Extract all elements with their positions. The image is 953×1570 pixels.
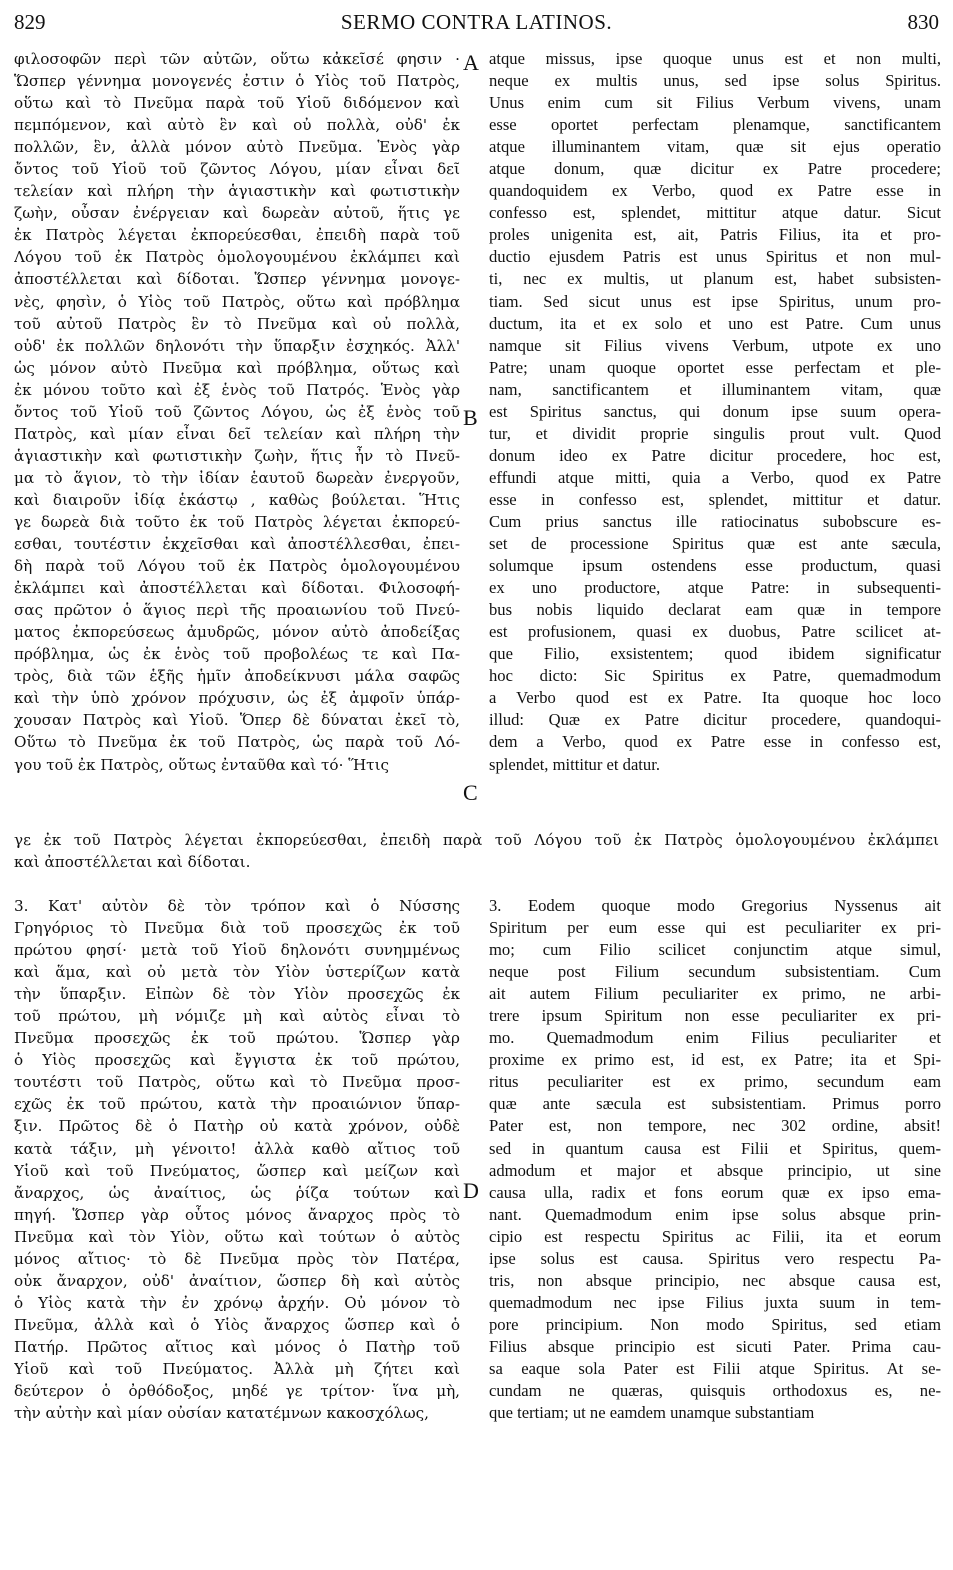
latin-text-line: Patre; unam quoque oportet esse perfectam et ple- — [489, 357, 941, 377]
greek-text-line: καὶ διαιροῦν ἰδίᾳ ἑκάστῳ , καθὼς βούλεται. Ἥτις — [14, 490, 460, 509]
greek-text-line: τὴν ὕπαρξιν. Εἰπὼν δὲ τὸν Υἱὸν προσεχῶς ἐκ — [14, 985, 460, 1004]
greek-text-line: ὁ Υἱὸς προσεχῶς καὶ ἔγγιστα ἐκ τοῦ πρώτου, — [14, 1051, 460, 1070]
latin-text-line: cundam ne quæras, quisquis orthodoxus es, ne- — [489, 1381, 941, 1401]
greek-text-line: Πνεῦμα, ἀλλὰ καὶ ὁ Υἱὸς ἄναρχος ὥσπερ καὶ ὁ — [14, 1315, 460, 1334]
greek-text-line: πηγή. Ὥσπερ γὰρ οὗτος μόνος ἄναρχος πρὸς τὸ — [14, 1205, 460, 1224]
greek-text-line: Πατήρ. Πρῶτος αἴτιος καὶ μόνος ὁ Πατὴρ τοῦ — [14, 1337, 460, 1356]
greek-text-line: δὴ παρὰ τοῦ Λόγου τοῦ ἐκ Πατρὸς ὁμολογουμένου — [14, 557, 460, 576]
latin-text-line: tur, et dividit proprie singulis prout vult. Quod — [489, 423, 941, 443]
greek-column-bottom — [14, 895, 460, 1424]
latin-text-line: a Verbo quod est ex Patre. Ita quoque hoc loco — [489, 688, 941, 708]
latin-text-line: Unus enim cum sit Filius Verbum vivens, unam — [489, 93, 941, 113]
greek-text-line: ἄναρχος, ὡς ἀναίτιος, ὡς ῥίζα τούτων καὶ — [14, 1183, 460, 1202]
greek-text-line: Ὥσπερ γέννημα μονογενές ἐστιν ὁ Υἱὸς τοῦ Πατρὸς, — [14, 72, 460, 91]
greek-text-line: ματος ἐκπορεύσεως ἀμυδρῶς, μόνον αὐτὸ ἀποδείξας — [14, 623, 460, 642]
latin-text-line: effundi atque mitti, quia a Verbo, quod ex Patre — [489, 467, 941, 487]
greek-text-line: τουτέστι τοῦ Πατρὸς, οὕτω καὶ τὸ Πνεῦμα προσ- — [14, 1073, 460, 1092]
greek-text-line: ξιν. Πρῶτος δὲ ὁ Πατὴρ οὐ κατὰ χρόνον, οὐδὲ — [14, 1117, 460, 1136]
margin-marker-a: A — [463, 50, 479, 75]
greek-text-line: Υἱοῦ καὶ τοῦ Πνεύματος, ὥσπερ καὶ μείζων καὶ — [14, 1161, 460, 1180]
latin-text-line: causa ulla, radix et fons eorum quæ ex ipso ema- — [489, 1182, 941, 1202]
greek-text-line: μόνος αἴτιος· τὸ δὲ Πνεῦμα πρὸς τὸν Πατέρα, — [14, 1249, 460, 1268]
greek-text-line: εχῶς ἐκ τοῦ πρώτου, κατὰ τὴν προαιώνιον ὕπαρ- — [14, 1095, 460, 1114]
greek-text-line: 3. Κατ' αὐτὸν δὲ τὸν τρόπον καὶ ὁ Νύσσης — [14, 897, 460, 915]
greek-text-line: ὄντος τοῦ Υἱοῦ τοῦ ζῶντος Λόγου, ὡς ἐξ ἑνὸς τοῦ — [14, 402, 460, 421]
greek-text-line: ἐκ μόνου τοῦτο καὶ ἐξ ἑνὸς τοῦ Πατρός. Ἑνὸς γὰρ — [14, 380, 460, 399]
latin-text-line: neque post Filium secundum subsistentiam. Cum — [489, 962, 941, 982]
greek-text-line: γε δωρεὰ διὰ τοῦτο ἐκ τοῦ Πατρὸς λέγεται ἐκπορεύ- — [14, 512, 460, 531]
greek-text-line: δεύτερον ὁ ὀρθόδοξος, μηδέ γε τρίτον· ἵνα μὴ, — [14, 1382, 460, 1401]
greek-text-line: καὶ ἀποστέλλεται καὶ δίδοται. — [14, 853, 251, 872]
latin-text-line: confesso est, splendet, mittitur atque datur. Sicut — [489, 203, 941, 223]
latin-text-line: ex uno productore, atque Patre: in subsequenti- — [489, 578, 941, 598]
latin-text-line: admodum et major et absque principio, ut sine — [489, 1160, 941, 1180]
greek-text-line: χουσαν Πατρὸς καὶ Υἱοῦ. Ὅπερ δὲ δύναται ἐκεῖ τὸ, — [14, 711, 460, 730]
latin-text-line: mo; cum Filio scilicet conjunctim atque simul, — [489, 940, 941, 960]
greek-text-line: Πατρὸς, καὶ μίαν εἶναι δεῖ τελείαν καὶ πλήρη τὴν — [14, 424, 460, 443]
latin-text-line: est profusionem, quasi ex duobus, Patre scilicet at- — [489, 622, 941, 642]
page-number-left: 829 — [14, 10, 46, 34]
page-number-right: 830 — [907, 10, 939, 34]
latin-text-line: quandoquidem ex Verbo, quod ex Patre esse in — [489, 181, 941, 201]
greek-text-line: ὄντος τοῦ Υἱοῦ τοῦ ζῶντος Λόγου, μίαν εἶναι δεῖ — [14, 160, 460, 179]
margin-marker-d: D — [463, 1178, 479, 1203]
latin-text-line: pore principium. Non modo Spiritus, sed etiam — [489, 1314, 941, 1334]
greek-column-top — [14, 48, 460, 776]
latin-text-line: que Filio, exsistentem; quod ibidem significatur — [489, 644, 941, 664]
latin-text-line: ritus peculiariter est ex primo, secundum eam — [489, 1072, 941, 1092]
latin-text-line: ait autem Filium peculiariter ex primo, ne arbi- — [489, 984, 941, 1004]
latin-column-bottom — [489, 895, 941, 1424]
greek-text-line: Υἱοῦ καὶ τοῦ Πνεύματος. Ἀλλὰ μὴ ζήτει καὶ — [14, 1359, 460, 1378]
margin-marker-b: B — [463, 405, 478, 430]
greek-text-line: ὡς μόνον αὐτὸ Πνεῦμα καὶ πρόβλημα, οὕτως καὶ — [14, 358, 460, 377]
latin-text-line: cipio est respectu Spiritus ac Filii, ita et eorum — [489, 1226, 941, 1246]
latin-text-line: nam, sanctificantem et illuminantem vitam, quæ — [489, 379, 941, 399]
greek-text-line: τοῦ αὐτοῦ Πατρὸς ἓν τὸ Πνεῦμα καὶ οὐ πολλὰ, — [14, 314, 460, 333]
latin-text-line: atque illuminantem vitam, quæ sit ejus operatio — [489, 137, 941, 157]
greek-text-line: τελείαν καὶ πλήρη τὴν ἁγιαστικὴν καὶ φωτιστικὴν — [14, 182, 460, 201]
latin-column-top — [489, 48, 941, 776]
margin-marker-c: C — [463, 780, 478, 805]
greek-text-line: εσθαι, τουτέστιν ἐκχεῖσθαι καὶ ἀποστέλλεσθαι, ἐπει- — [14, 535, 460, 554]
latin-text-line: solumque ipsum ostendens esse productum, quasi — [489, 556, 941, 576]
greek-text-line: τοῦ πρώτου, μὴ νόμιζε μὴ καὶ αὐτὸς εἶναι τὸ — [14, 1007, 460, 1026]
greek-text-line: τὴν αὐτὴν καὶ μίαν οὐσίαν κατατέμνων κακοσχόλως, — [14, 1404, 429, 1423]
latin-text-line: Spiritum per eum esse qui est peculiariter ex pri- — [489, 918, 941, 938]
latin-text-line: quemadmodum nec ipse Filius juxta suum in tem- — [489, 1292, 941, 1312]
greek-text-line: ζωὴν, οὖσαν ἐνέργειαν καὶ δωρεὰν αὐτοῦ, ἥτις γε — [14, 204, 460, 223]
latin-text-line: quæ ante sæcula est subsistentiam. Primus porro — [489, 1094, 941, 1114]
latin-text-line: tiam. Sed sicut unus est ipse Spiritus, unum pro- — [489, 291, 941, 311]
latin-text-line: ductio ejusdem Patris est unus Spiritus et non mul- — [489, 247, 941, 267]
latin-text-line: neque ex multis unus, sed ipse solus Spiritus. — [489, 71, 941, 91]
greek-text-line: οὕτω καὶ τὸ Πνεῦμα παρὰ τοῦ Υἱοῦ διδόμενον καὶ — [14, 94, 460, 113]
latin-text-line: ductum, ita et ex solo et uno est Patre. Cum unus — [489, 313, 941, 333]
latin-text-line: que tertiam; ut ne eamdem unamque substantiam — [489, 1403, 815, 1423]
page-header — [14, 10, 939, 40]
latin-text-line: mo. Quemadmodum enim Filius peculiariter et — [489, 1028, 941, 1048]
latin-text-line: sa eaque sola Pater est Filii atque Spiritus. At se- — [489, 1358, 941, 1378]
greek-text-line: πρώτου φησί· μετὰ τοῦ Υἱοῦ δηλονότι συνημμένως — [14, 941, 460, 960]
latin-text-line: hoc dicto: Sic Spiritus ex Patre, quemadmodum — [489, 666, 941, 686]
greek-text-line: πεμπόμενον, καὶ αὐτὸ ἓν καὶ οὐ πολλὰ, οὐδ' ἐκ — [14, 116, 460, 135]
greek-text-line: καὶ τὴν ὑπὸ χρόνον πρόχυσιν, ὡς ἐξ ἀμφοῖν ὑπάρ- — [14, 689, 460, 708]
greek-text-line: Πνεῦμα καὶ τὸν Υἱὸν, οὕτω καὶ τούτων ὁ αὐτὸς — [14, 1227, 460, 1246]
greek-text-line: Πνεῦμα προσεχῶς ἐκ τοῦ πρώτου. Ὥσπερ γὰρ — [14, 1029, 460, 1048]
latin-text-line: donum ideo ex Patre dicitur procedere, hoc est, — [489, 445, 941, 465]
latin-text-line: bus nobis liquido declarat eam quæ in tempore — [489, 600, 941, 620]
latin-text-line: proxime ex primo est, id est, ex Patre; ita et Spi- — [489, 1050, 941, 1070]
running-title: SERMO CONTRA LATINOS. — [340, 10, 613, 34]
greek-text-line: φιλοσοφῶν περὶ τῶν αὐτῶν, οὕτω κἀκεῖσέ φησιν · — [14, 50, 460, 68]
latin-text-line: 3. Eodem quoque modo Gregorius Nyssenus ait — [489, 896, 941, 915]
greek-text-line: μα τὸ ἅγιον, τὸ τὴν ἰδίαν ἑαυτοῦ δωρεὰν ἐνεργοῦν, — [14, 468, 460, 487]
latin-text-line: illud: Quæ ex Patre dicitur procedere, quandoqui- — [489, 710, 941, 730]
greek-text-line: σας πρῶτον ὁ ἅγιος περὶ τῆς προαιωνίου τοῦ Πνεύ- — [14, 601, 460, 620]
latin-text-line: atque donum, quæ dicitur ex Patre procedere; — [489, 159, 941, 179]
latin-text-line: ipse solus est causa. Spiritus vero respectu Pa- — [489, 1248, 941, 1268]
greek-text-line: ἐκλάμπει καὶ ἀποστέλλεται καὶ δίδοται. Φιλοσοφή- — [14, 579, 460, 598]
greek-text-line: γε ἐκ τοῦ Πατρὸς λέγεται ἐκπορεύεσθαι, ἐπειδὴ παρὰ τοῦ Λόγου τοῦ ἐκ Πατρὸς ὁμολογουμένου ἐκλάμπει — [14, 831, 939, 849]
greek-text-line: οὐκ ἄναρχον, οὐδ' ἀναίτιον, ὥσπερ δὴ καὶ αὐτὸς — [14, 1271, 460, 1290]
latin-text-line: esse oportet perfectam plenamque, sanctificantem — [489, 115, 941, 135]
latin-text-line: ti, nec ex multis, ut planum est, habet subsisten- — [489, 269, 941, 289]
greek-text-line: ὁ Υἱὸς κατὰ τὴν ἐν χρόνῳ ἀρχήν. Οὐ μόνον τὸ — [14, 1293, 460, 1312]
greek-text-line: ἀποστέλλεται καὶ δίδοται. Ὥσπερ γέννημα μονογε- — [14, 270, 460, 289]
greek-text-line: πολλῶν, ἓν, ἀλλὰ μόνον αὐτὸ Πνεῦμα. Ἑνὸς γὰρ — [14, 138, 460, 157]
greek-full-width-continuation — [14, 829, 939, 873]
greek-text-line: Λόγου τοῦ ἐκ Πατρὸς ὁμολογουμένου ἐκλάμπει καὶ — [14, 248, 460, 267]
latin-text-line: namque sit Filius vivens Verbum, utpote ex uno — [489, 335, 941, 355]
latin-text-line: esse in confesso est, splendet, mittitur et datur. — [489, 489, 941, 509]
latin-text-line: splendet, mittitur et datur. — [489, 754, 660, 774]
latin-text-line: nant. Quemadmodum enim ipse solus absque prin- — [489, 1204, 941, 1224]
latin-text-line: atque missus, ipse quoque unus est et non multi, — [489, 49, 941, 68]
latin-text-line: est Spiritus sanctus, qui donum ipse suum opera- — [489, 401, 941, 421]
latin-text-line: Filius absque principio est sicuti Pater. Prima cau- — [489, 1336, 941, 1356]
greek-text-line: ἁγιαστικὴν καὶ φωτιστικὴν ζωὴν, ἥτις ἦν τὸ Πνεῦ- — [14, 446, 460, 465]
greek-text-line: γου τοῦ ἐκ Πατρὸς, οὕτως ἐνταῦθα καὶ τό· Ἥτις — [14, 755, 390, 774]
greek-text-line: Γρηγόριος τὸ Πνεῦμα διὰ τοῦ προσεχῶς ἐκ τοῦ — [14, 919, 460, 938]
latin-text-line: sed in quantum causa est Filii et Spiritus, quem- — [489, 1138, 941, 1158]
latin-text-line: Cum prius sanctus ille ratiocinatus subobscure es- — [489, 511, 941, 531]
latin-text-line: tris, non absque principio, nec absque causa est, — [489, 1270, 941, 1290]
latin-text-line: dem a Verbo, quod ex Patre esse in confesso est, — [489, 732, 941, 752]
greek-text-line: κατὰ τάξιν, μὴ γένοιτο! ἀλλὰ καθὸ αἴτιος τοῦ — [14, 1139, 460, 1158]
greek-text-line: πρόβλημα, ὡς ἐκ ἑνὸς τοῦ προβολέως τε καὶ Πα- — [14, 645, 460, 664]
greek-text-line: νὲς, φησὶν, ὁ Υἱὸς τοῦ Πατρὸς, οὕτω καὶ πρόβλημα — [14, 292, 460, 311]
latin-text-line: proles unigenita est, ait, Patris Filius, ita et pro- — [489, 225, 941, 245]
greek-text-line: τρὸς, διὰ τῶν ἑξῆς ἡμῖν ἀποδείκνυσι μάλα σαφῶς — [14, 667, 460, 686]
latin-text-line: trere ipsum Spiritum non esse peculiariter ex pri- — [489, 1006, 941, 1026]
latin-text-line: Pater est, non tempore, nec 302 ordine, absit! — [489, 1116, 941, 1136]
greek-text-line: ἐκ Πατρὸς λέγεται ἐκπορεύεσθαι, ἐπειδὴ παρὰ τοῦ — [14, 226, 460, 245]
greek-text-line: καὶ ἅμα, καὶ οὐ μετὰ τὸν Υἱὸν ὑστερίζων κατὰ — [14, 963, 460, 982]
latin-text-line: set de processione Spiritus quæ est ante sæcula, — [489, 534, 941, 554]
greek-text-line: Οὕτω τὸ Πνεῦμα ἐκ τοῦ Πατρὸς, ὡς παρὰ τοῦ Λό- — [14, 733, 460, 752]
greek-text-line: οὐδ' ἐκ πολλῶν δηλονότι τὴν ὕπαρξιν ἐσχηκός. Ἀλλ' — [14, 336, 460, 355]
